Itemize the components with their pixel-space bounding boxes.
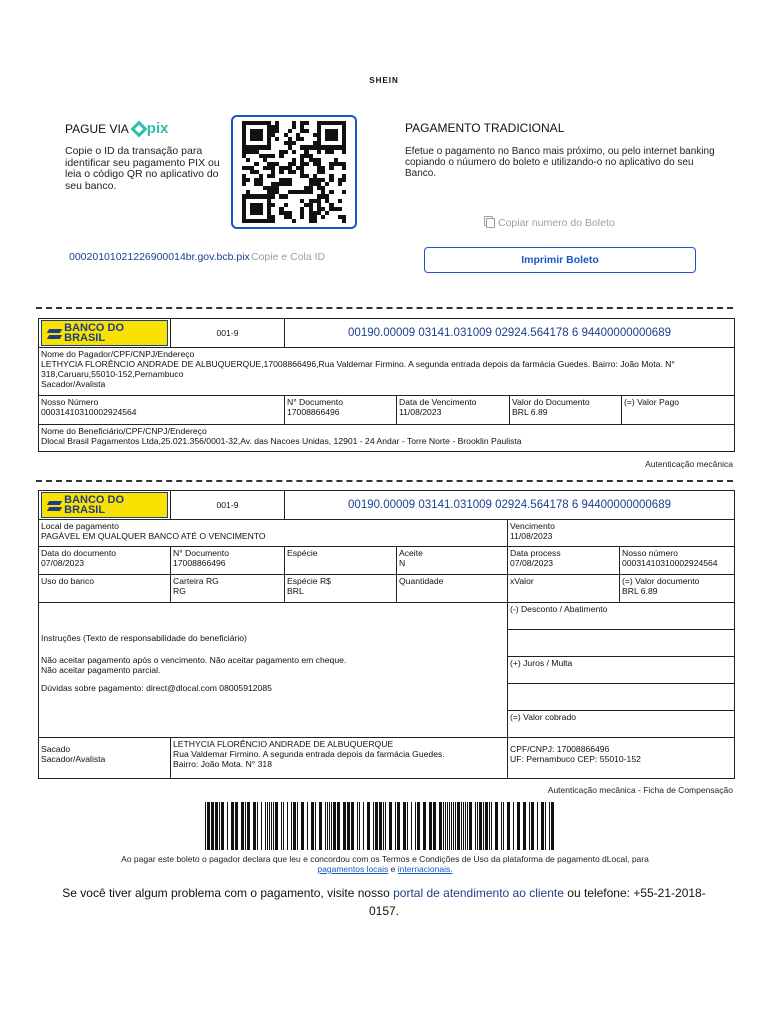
receipt-auth: Autenticação mecânica (645, 459, 733, 469)
carteira-cell (171, 575, 285, 603)
pix-code-text[interactable]: 00020101021226900014br.gov.bcb.pix (69, 251, 250, 263)
valor-cobrado-label: (=) Valor cobrado (510, 712, 576, 722)
pix-diamond-icon (130, 120, 147, 137)
instructions-contact: Dúvidas sobre pagamento: direct@dlocal.com 08005912085 (41, 683, 272, 693)
sacado-name: LETHYCIA FLORÊNCIO ANDRADE DE ALBUQUERQUE (173, 739, 394, 749)
nosso-numero-value: 00031410310002924564 (622, 558, 718, 568)
sacador-label: Sacador/Avalista (41, 754, 106, 764)
copy-boleto-label: Copiar numero do Boleto (498, 217, 615, 229)
vencimento-value: 11/08/2023 (510, 531, 553, 541)
carteira-value: RG (173, 586, 186, 596)
sacado-value-cell (171, 738, 508, 779)
aceite-cell (397, 547, 508, 575)
nosso-numero-label: Nosso Número (41, 397, 99, 407)
vencimento-label: Vencimento (510, 521, 555, 531)
linha-digitavel[interactable]: 00190.00009 03141.031009 02924.564178 6 94400000000689 (285, 319, 735, 348)
bank-logo (39, 491, 171, 520)
print-boleto-button[interactable]: Imprimir Boleto (424, 247, 696, 273)
nosso-numero-cell (39, 396, 285, 425)
instructions-line-2: Não aceitar pagamento parcial. (41, 665, 161, 675)
valor-pago-cell (622, 396, 735, 425)
valor-pago-label: (=) Valor Pago (624, 397, 680, 407)
documento-value: 17008866496 (287, 407, 340, 417)
beneficiario-label: Nome do Beneficiário/CPF/CNPJ/Endereço (41, 426, 207, 436)
banco-do-brasil-icon (48, 327, 60, 340)
copy-boleto-button[interactable] (486, 217, 615, 229)
sacador-label: Sacador/Avalista (41, 379, 106, 389)
sacado-address-2: Bairro: João Mota. N° 318 (173, 759, 272, 769)
quantidade-label: Quantidade (399, 576, 444, 586)
merchant-brand: SHEIN (369, 76, 399, 85)
desconto-label: (-) Desconto / Abatimento (510, 604, 608, 614)
data-process-value: 07/08/2023 (510, 558, 554, 568)
qr-code-icon (242, 121, 346, 223)
cut-line (36, 480, 733, 482)
ficha-auth: Autenticação mecânica - Ficha de Compensação (547, 785, 733, 795)
juros-label: (+) Juros / Multa (510, 658, 573, 668)
aceite-value: N (399, 558, 406, 568)
beneficiario-cell (39, 425, 735, 452)
documento-value: 17008866496 (173, 558, 226, 568)
customer-portal-link[interactable]: portal de atendimento ao cliente (393, 886, 564, 900)
valor-label: Valor do Documento (512, 397, 590, 407)
instructions-line-1: Não aceitar pagamento após o vencimento. Não aceitar pagamento em cheque. (41, 655, 347, 665)
vencimento-cell (397, 396, 510, 425)
traditional-heading: PAGAMENTO TRADICIONAL (405, 121, 565, 135)
copy-pix-id-button[interactable]: Copie e Cola ID (251, 251, 326, 263)
vencimento-value: 11/08/2023 (399, 407, 442, 417)
international-payments-link[interactable]: internacionais. (397, 864, 453, 874)
uso-banco-label: Uso do banco (41, 576, 95, 586)
valor-cobrado-cell (508, 711, 735, 738)
help-prefix: Se você tiver algum problema com o pagamento, visite nosso (62, 886, 390, 900)
data-process-label: Data process (510, 548, 561, 558)
pix-logo (133, 120, 169, 137)
copy-icon (486, 218, 495, 228)
linha-digitavel[interactable]: 00190.00009 03141.031009 02924.564178 6 94400000000689 (285, 491, 735, 520)
empty-cell (508, 630, 735, 657)
quantidade-cell (397, 575, 508, 603)
bank-logo (39, 319, 171, 348)
valor-documento-label: (=) Valor documento (622, 576, 700, 586)
sacado-label: Sacado (41, 744, 71, 754)
sacado-labels-cell (39, 738, 171, 779)
uso-banco-cell (39, 575, 171, 603)
bank-code: 001-9 (171, 491, 285, 520)
especie-moeda-label: Espécie R$ (287, 576, 331, 586)
especie-moeda-value: BRL (287, 586, 304, 596)
qr-code-frame (231, 115, 357, 229)
bank-name: BANCO DO BRASIL (64, 494, 125, 516)
barcode-icon (205, 802, 560, 850)
aceite-label: Aceite (399, 548, 423, 558)
data-process-cell (508, 547, 620, 575)
payer-label: Nome do Pagador/CPF/CNPJ/Endereço (41, 349, 195, 359)
local-label: Local de pagamento (41, 521, 119, 531)
instructions-cell (39, 603, 508, 738)
bank-code: 001-9 (171, 319, 285, 348)
terms-disclaimer (40, 854, 730, 874)
pix-description: Copie o ID da transação para identificar seu pagamento PIX ou leia o código QR no aplicativo do seu banco. (65, 145, 220, 192)
local-value: PAGÁVEL EM QUALQUER BANCO ATÉ O VENCIMENTO (41, 531, 266, 541)
valor-cell (510, 396, 622, 425)
pix-logo-text: pix (146, 120, 169, 137)
data-documento-value: 07/08/2023 (41, 558, 85, 568)
sacado-doc-cell (508, 738, 735, 779)
disclaimer-conj: e (390, 864, 396, 874)
traditional-description: Efetue o pagamento no Banco mais próximo, ou pelo internet banking copiando o núumero do boleto e utilizando-o no aplicativo do seu Banco. (405, 146, 715, 179)
disclaimer-text: Ao pagar este boleto o pagador declara que leu e concordou com os Termos e Condições de Uso da plataforma de pagamento dLocal, para (121, 854, 649, 864)
valor-documento-value: BRL 6.89 (622, 586, 658, 596)
documento-cell (171, 547, 285, 575)
documento-cell (285, 396, 397, 425)
valor-value: BRL 6.89 (512, 407, 548, 417)
pix-heading (65, 120, 168, 137)
banco-do-brasil-icon (48, 499, 60, 512)
bank-name: BANCO DO BRASIL (64, 322, 125, 344)
xvalor-label: xValor (510, 576, 534, 586)
especie-cell (285, 547, 397, 575)
sacado-address-1: Rua Valdemar Firmino. A segunda entrada depois da farmácia Guedes. (173, 749, 445, 759)
carteira-label: Carteira RG (173, 576, 219, 586)
payer-value: LETHYCIA FLORÊNCIO ANDRADE DE ALBUQUERQUE,17008866496,Rua Valdemar Firmino. A segunda entrada depois da farmácia Guedes. Bairro: João Mota. N° 318,Caruaru,55010-152,Pernambuco (41, 359, 675, 379)
vencimento-cell (508, 520, 735, 547)
especie-label: Espécie (287, 548, 318, 558)
help-suffix: ou telefone: +55-21-2018-0157. (368, 886, 706, 918)
data-documento-cell (39, 547, 171, 575)
compensation-slip (38, 490, 735, 779)
payer-receipt (38, 318, 735, 452)
pix-heading-label: PAGUE VIA (65, 121, 129, 136)
nosso-numero-cell (620, 547, 735, 575)
help-message (50, 884, 718, 920)
payer-cell (39, 348, 735, 396)
documento-label: N° Documento (287, 397, 343, 407)
nosso-numero-label: Nosso número (622, 548, 678, 558)
sacado-cpf: CPF/CNPJ: 17008866496 (510, 744, 610, 754)
local-cell (39, 520, 508, 547)
juros-cell (508, 657, 735, 684)
documento-label: N° Documento (173, 548, 229, 558)
desconto-cell (508, 603, 735, 630)
cut-line (36, 307, 733, 309)
sacado-uf: UF: Pernambuco CEP: 55010-152 (510, 754, 641, 764)
xvalor-cell (508, 575, 620, 603)
valor-documento-cell (620, 575, 735, 603)
especie-moeda-cell (285, 575, 397, 603)
beneficiario-value: Dlocal Brasil Pagamentos Ltda,25.021.356/0001-32,Av. das Nacoes Unidas, 12901 - 24 Andar - Torre Norte - Brooklin Paulista (41, 436, 522, 446)
data-documento-label: Data do documento (41, 548, 117, 558)
empty-cell (508, 684, 735, 711)
nosso-numero-value: 00031410310002924564 (41, 407, 137, 417)
local-payments-link[interactable]: pagamentos locais (317, 864, 389, 874)
instructions-title: Instruções (Texto de responsabilidade do beneficiário) (41, 633, 247, 643)
vencimento-label: Data de Vencimento (399, 397, 477, 407)
